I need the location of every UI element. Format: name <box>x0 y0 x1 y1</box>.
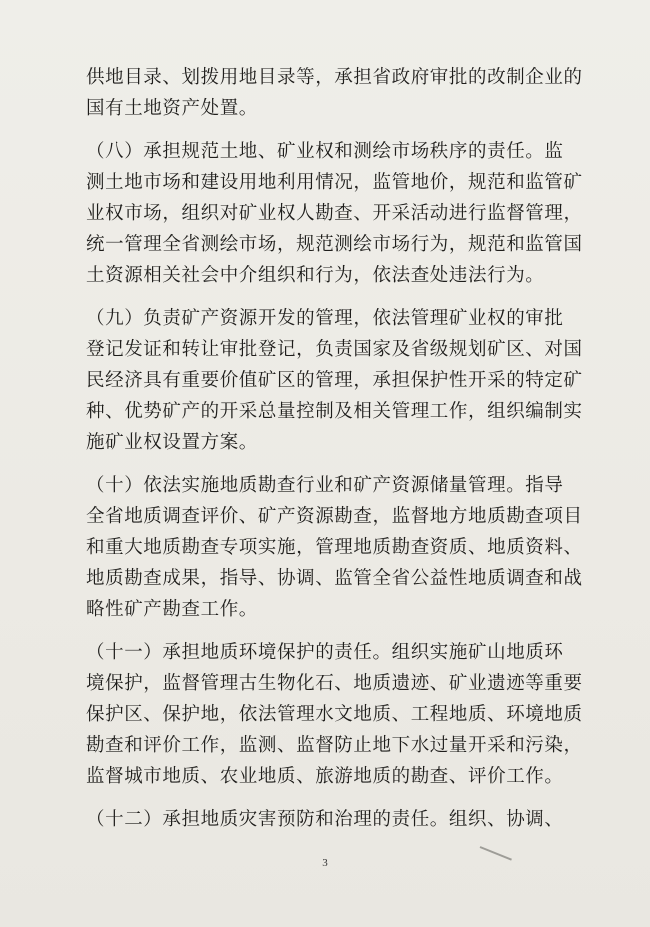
text-line: （十）依法实施地质勘查行业和矿产资源储量管理。指导 <box>86 474 564 496</box>
page-number: 3 <box>322 857 328 869</box>
paragraph-gap <box>86 625 564 637</box>
text-line: 统一管理全省测绘市场，规范测绘市场行为，规范和监管国 <box>86 233 583 255</box>
text-line: 国有土地资产处置。 <box>86 98 258 120</box>
paragraph-gap <box>86 458 564 470</box>
text-line: （十一）承担地质环境保护的责任。组织实施矿山地质环 <box>86 641 564 663</box>
text-line: （十二）承担地质灾害预防和治理的责任。组织、协调、 <box>86 808 564 830</box>
text-line: 土资源相关社会中介组织和行为，依法查处违法行为。 <box>86 265 545 287</box>
text-line: （八）承担规范土地、矿业权和测绘市场秩序的责任。监 <box>86 140 564 162</box>
text-line: 保护区、保护地，依法管理水文地质、工程地质、环境地质 <box>86 703 583 725</box>
text-line: 施矿业权设置方案。 <box>86 432 258 454</box>
text-line: 略性矿产勘查工作。 <box>86 599 258 620</box>
paragraph-gap <box>86 792 564 804</box>
text-line: 种、优势矿产的开采总量控制及相关管理工作，组织编制实 <box>86 400 583 422</box>
text-line: 登记发证和转让审批登记，负责国家及省级规划矿区、对国 <box>86 338 583 360</box>
text-line: 境保护，监督管理古生物化石、地质遗迹、矿业遗迹等重要 <box>86 672 583 694</box>
text-line: 勘查和评价工作，监测、监督防止地下水过量开采和污染， <box>86 734 583 756</box>
paragraph-gap <box>86 291 564 303</box>
text-line: 民经济具有重要价值矿区的管理，承担保护性开采的特定矿 <box>86 369 583 391</box>
text-line: 业权市场，组织对矿业权人勘查、开采活动进行监督管理， <box>86 202 583 224</box>
document-body <box>86 62 583 835</box>
text-line: 全省地质调查评价、矿产资源勘查，监督地方地质勘查项目 <box>86 505 583 527</box>
text-line: 地质勘查成果，指导、协调、监管全省公益性地质调查和战 <box>86 567 583 589</box>
text-line: 测土地市场和建设用地利用情况，监管地价，规范和监管矿 <box>86 171 583 193</box>
text-line: 和重大地质勘查专项实施，管理地质勘查资质、地质资料、 <box>86 536 583 558</box>
text-line: 监督城市地质、农业地质、旅游地质的勘查、评价工作。 <box>86 765 564 787</box>
text-line: 供地目录、划拨用地目录等，承担省政府审批的改制企业的 <box>86 67 583 88</box>
text-line: （九）负责矿产资源开发的管理，依法管理矿业权的审批 <box>86 307 564 329</box>
paragraph-gap <box>86 124 564 136</box>
